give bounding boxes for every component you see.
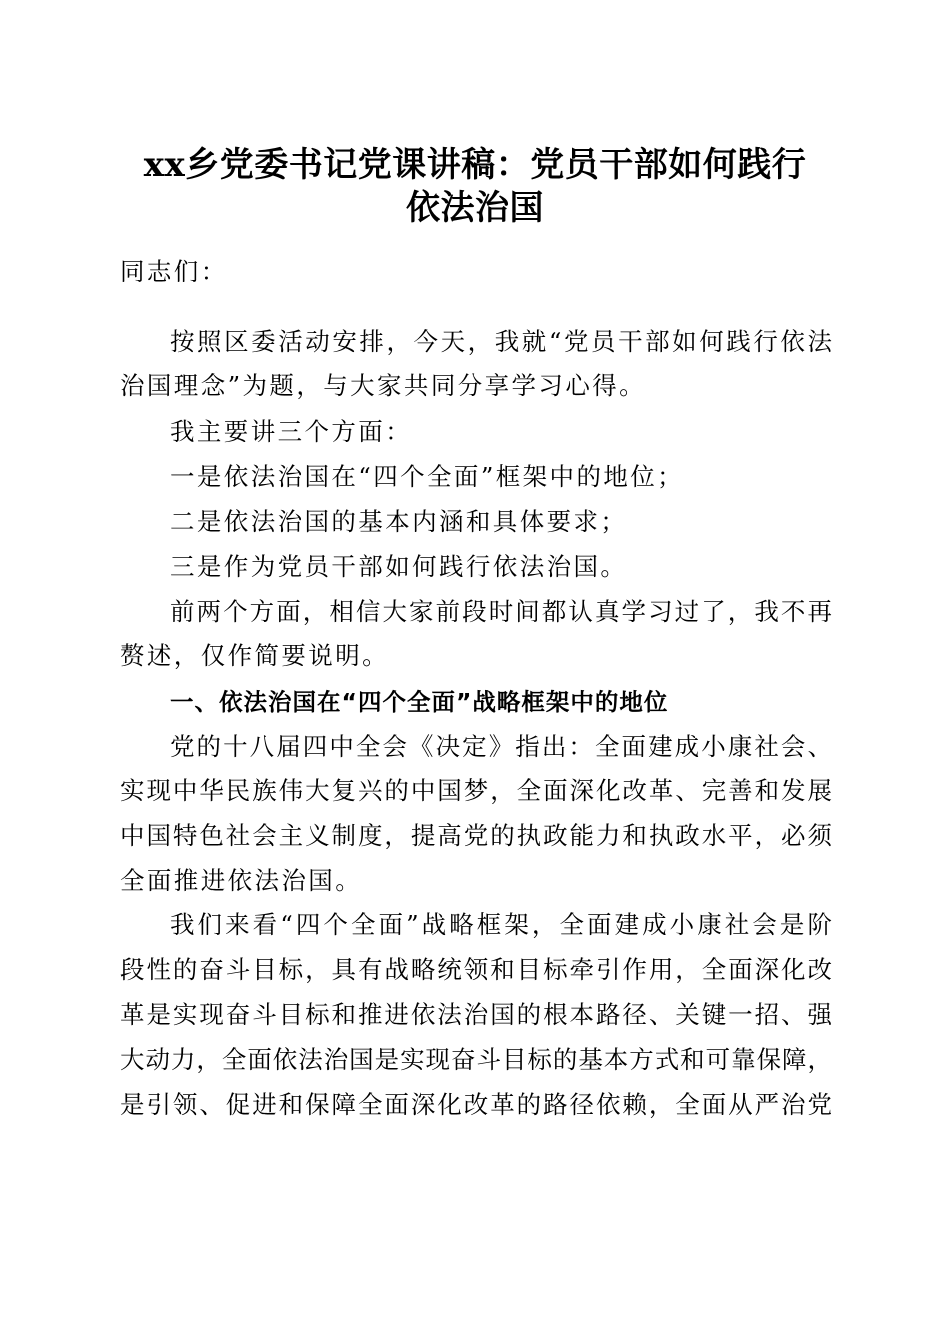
list-item: 三是作为党员干部如何践行依法治国。 (170, 552, 628, 581)
paragraph-line: 实现中华民族伟大复兴的中国梦，全面深化改革、完善和发展 (120, 776, 832, 805)
salutation: 同志们： (120, 257, 228, 286)
paragraph-line: 是引领、促进和保障全面深化改革的路径依赖，全面从严治党 (120, 1090, 832, 1119)
list-item: 一是依法治国在“四个全面”框架中的地位； (170, 462, 685, 491)
paragraph-line: 我主要讲三个方面： (170, 417, 413, 446)
paragraph-line: 前两个方面，相信大家前段时间都认真学习过了，我不再 (170, 597, 832, 626)
paragraph-line: 治国理念”为题，与大家共同分享学习心得。 (120, 371, 647, 400)
paragraph-line: 革是实现奋斗目标和推进依法治国的根本路径、关键一招、强 (120, 1000, 832, 1029)
paragraph-line: 段性的奋斗目标，具有战略统领和目标牵引作用，全面深化改 (120, 955, 832, 984)
document-title-line-2: 依法治国 (406, 188, 544, 228)
list-item: 二是依法治国的基本内涵和具体要求； (170, 507, 628, 536)
paragraph-line: 中国特色社会主义制度，提高党的执政能力和执政水平，必须 (120, 821, 832, 850)
paragraph-line: 大动力，全面依法治国是实现奋斗目标的基本方式和可靠保障， (120, 1045, 832, 1074)
paragraph-line: 全面推进依法治国。 (120, 866, 363, 895)
paragraph-line: 按照区委活动安排，今天，我就“党员干部如何践行依法 (170, 327, 832, 356)
document-title-line-1: xx乡党委书记党课讲稿：党员干部如何践行 (143, 145, 807, 185)
paragraph-line: 我们来看“四个全面”战略框架，全面建成小康社会是阶 (170, 910, 832, 939)
paragraph-line: 赘述，仅作简要说明。 (120, 641, 389, 670)
section-heading: 一、依法治国在“四个全面”战略框架中的地位 (170, 688, 669, 716)
paragraph-line: 党的十八届四中全会《决定》指出：全面建成小康社会、 (170, 732, 832, 761)
